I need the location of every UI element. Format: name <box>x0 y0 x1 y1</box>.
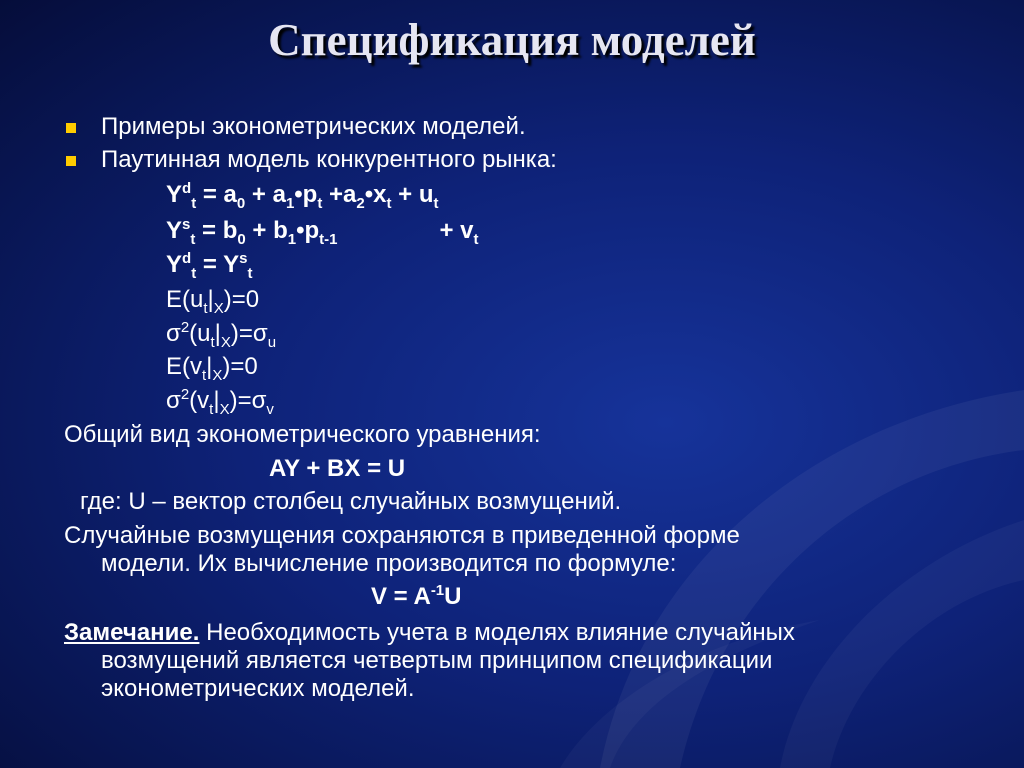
remark-text-1: Необходимость учета в моделях влияние случайных <box>199 619 795 646</box>
bullet-item-2: Паутинная модель конкурентного рынка: <box>101 146 557 173</box>
equation-expectation-u: $E(u_t|_X)=0$ <box>166 286 260 317</box>
equation-demand: $Y^d_t = a_0$ + $a_1•p_t$ $+a_2•x_t + u_t$ <box>166 180 439 212</box>
general-form-label: Общий вид эконометрического уравнения: <box>64 421 541 448</box>
where-text: где: U – вектор столбец случайных возмущений. <box>80 488 622 515</box>
bullet-marker-1 <box>66 123 76 133</box>
remark-line3: эконометрических моделей. <box>101 675 415 702</box>
disturbances-text-line1: Случайные возмущения сохраняются в приведенной форме <box>64 522 740 549</box>
bullet-marker-2 <box>66 156 76 166</box>
remark-line1 <box>64 619 795 647</box>
slide-title: Спецификация моделей <box>268 15 756 65</box>
equation-equilibrium: $Y^d_t = Y^s_t$ <box>166 250 253 282</box>
reduced-form-equation: $V = A^{-1}U$ <box>371 582 462 610</box>
remark-line2: возмущений является четвертым принципом спецификации <box>101 647 773 674</box>
bullet-item-1: Примеры эконометрических моделей. <box>101 113 526 140</box>
equation-variance-u: $\sigma^2(u_t|_X)=\sigma_u$ <box>166 319 277 351</box>
general-equation: AY + BX = U <box>269 455 406 482</box>
disturbances-text-line2: модели. Их вычисление производится по формуле: <box>101 550 677 577</box>
remark-label: Замечание. <box>64 619 200 646</box>
equation-expectation-v: $E(v_t|_X)=0$ <box>166 353 258 384</box>
equation-supply: $Y^s_t = b_0$ + $b_1•p_{t-1} + v_t$ <box>166 216 479 248</box>
equation-variance-v: $\sigma^2(v_t|_X)=\sigma_v$ <box>166 386 274 418</box>
